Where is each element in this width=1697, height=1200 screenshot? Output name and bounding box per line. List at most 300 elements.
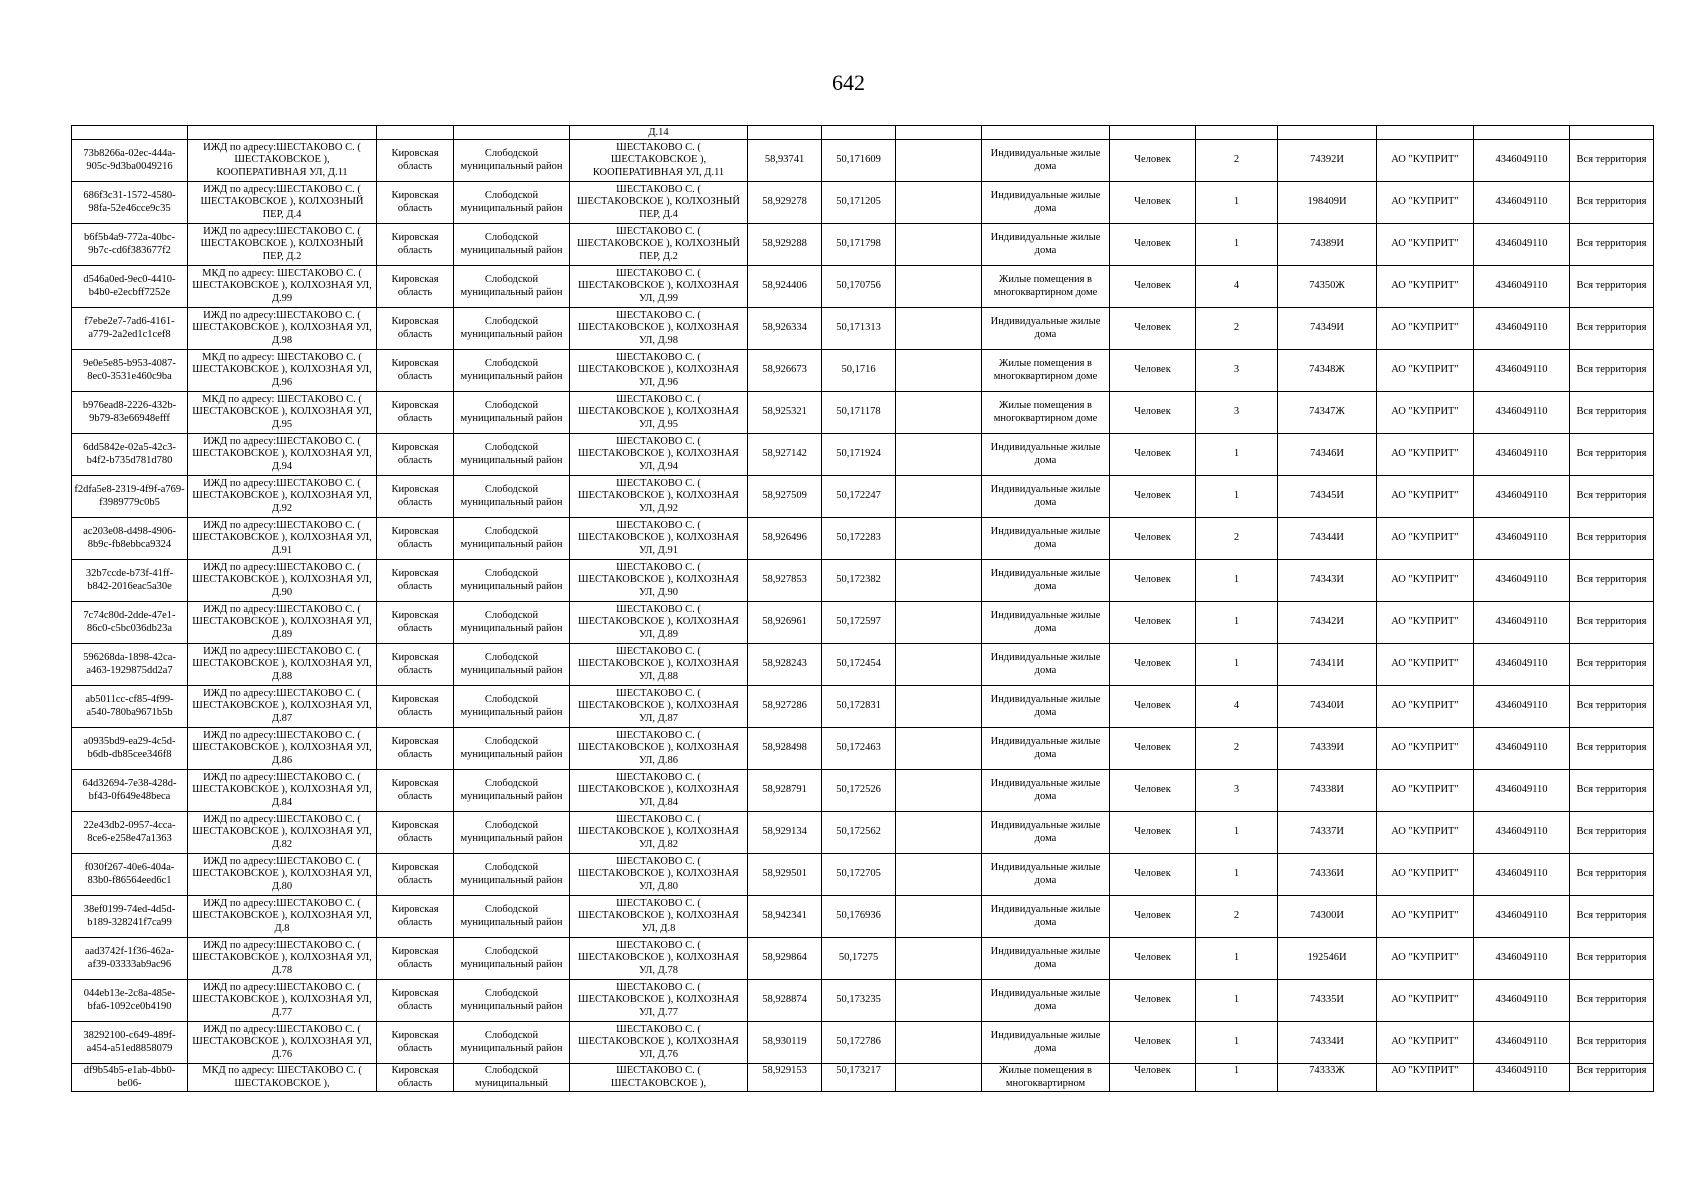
account-cell: 192546И [1278,938,1377,980]
object-name-cell: ИЖД по адресу:ШЕСТАКОВО С. ( ШЕСТАКОВСКОЕ ), КОЛХОЗНЫЙ ПЕР, Д.2 [188,224,377,266]
object-name-cell: МКД по адресу: ШЕСТАКОВО С. ( ШЕСТАКОВСКОЕ ), КОЛХОЗНАЯ УЛ, Д.95 [188,392,377,434]
account-cell: 74389И [1278,224,1377,266]
table-row-partial [72,1064,1654,1092]
count-cell: 4 [1196,266,1278,308]
territory-cell: Вся территория [1570,224,1654,266]
account-cell: 74334И [1278,1022,1377,1064]
latitude-cell: 58,925321 [748,392,822,434]
empty-cell [896,350,982,392]
longitude-cell: 50,1716 [822,350,896,392]
account-cell: 74335И [1278,980,1377,1022]
inn-cell: 4346049110 [1474,728,1570,770]
object-name-cell [188,126,377,140]
address-cell: ШЕСТАКОВО С. ( ШЕСТАКОВСКОЕ ), КОЛХОЗНАЯ УЛ, Д.82 [570,812,748,854]
unit-cell: Человек [1110,896,1196,938]
empty-cell [896,896,982,938]
inn-cell: 4346049110 [1474,518,1570,560]
object-name-cell: ИЖД по адресу:ШЕСТАКОВО С. ( ШЕСТАКОВСКОЕ ), КОЛХОЗНАЯ УЛ, Д.8 [188,896,377,938]
uuid-cell: f2dfa5e8-2319-4f9f-a769-f3989779c0b5 [72,476,188,518]
count-cell: 1 [1196,1022,1278,1064]
object-name-cell: ИЖД по адресу:ШЕСТАКОВО С. ( ШЕСТАКОВСКОЕ ), КОЛХОЗНАЯ УЛ, Д.88 [188,644,377,686]
account-cell: 74340И [1278,686,1377,728]
account-cell: 74333Ж [1278,1064,1377,1092]
empty-cell [896,854,982,896]
object-name-cell: ИЖД по адресу:ШЕСТАКОВО С. ( ШЕСТАКОВСКОЕ ), КОЛХОЗНАЯ УЛ, Д.94 [188,434,377,476]
region-cell: Кировская область [377,854,454,896]
territory-cell: Вся территория [1570,938,1654,980]
object-type-cell: Индивидуальные жилые дома [982,560,1110,602]
empty-cell [896,980,982,1022]
company-cell: АО "КУПРИТ" [1377,938,1474,980]
inn-cell: 4346049110 [1474,1022,1570,1064]
longitude-cell: 50,172247 [822,476,896,518]
company-cell: АО "КУПРИТ" [1377,392,1474,434]
territory-cell: Вся территория [1570,770,1654,812]
latitude-cell: 58,927286 [748,686,822,728]
latitude-cell: 58,929134 [748,812,822,854]
account-cell: 74343И [1278,560,1377,602]
region-cell: Кировская область [377,476,454,518]
region-cell: Кировская область [377,392,454,434]
region-cell: Кировская область [377,938,454,980]
count-cell: 2 [1196,518,1278,560]
region-cell: Кировская область [377,434,454,476]
account-cell: 74392И [1278,140,1377,182]
address-cell: ШЕСТАКОВО С. ( ШЕСТАКОВСКОЕ ), КОЛХОЗНЫЙ ПЕР, Д.4 [570,182,748,224]
count-cell: 1 [1196,560,1278,602]
region-cell: Кировская область [377,980,454,1022]
inn-cell: 4346049110 [1474,1064,1570,1092]
inn-cell [1474,126,1570,140]
empty-cell [896,560,982,602]
inn-cell: 4346049110 [1474,476,1570,518]
territory-cell: Вся территория [1570,728,1654,770]
territory-cell: Вся территория [1570,350,1654,392]
unit-cell: Человек [1110,140,1196,182]
district-cell: Слободской муниципальный район [454,224,570,266]
empty-cell [896,126,982,140]
address-cell: ШЕСТАКОВО С. ( ШЕСТАКОВСКОЕ ), КОЛХОЗНАЯ УЛ, Д.99 [570,266,748,308]
object-name-cell: ИЖД по адресу:ШЕСТАКОВО С. ( ШЕСТАКОВСКОЕ ), КОЛХОЗНАЯ УЛ, Д.98 [188,308,377,350]
longitude-cell: 50,172454 [822,644,896,686]
company-cell: АО "КУПРИТ" [1377,728,1474,770]
object-type-cell: Индивидуальные жилые дома [982,644,1110,686]
longitude-cell: 50,172562 [822,812,896,854]
object-name-cell: МКД по адресу: ШЕСТАКОВО С. ( ШЕСТАКОВСКОЕ ), КОЛХОЗНАЯ УЛ, Д.96 [188,350,377,392]
region-cell: Кировская область [377,140,454,182]
inn-cell: 4346049110 [1474,686,1570,728]
table-row [72,728,1654,770]
district-cell: Слободской муниципальный район [454,392,570,434]
latitude-cell: 58,929864 [748,938,822,980]
address-cell: ШЕСТАКОВО С. ( ШЕСТАКОВСКОЕ ), КОЛХОЗНАЯ УЛ, Д.87 [570,686,748,728]
district-cell: Слободской муниципальный район [454,980,570,1022]
object-type-cell: Индивидуальные жилые дома [982,1022,1110,1064]
latitude-cell: 58,926334 [748,308,822,350]
territory-cell: Вся территория [1570,686,1654,728]
empty-cell [896,728,982,770]
table-row [72,224,1654,266]
company-cell: АО "КУПРИТ" [1377,434,1474,476]
table-row [72,938,1654,980]
registry-table [71,125,1654,1092]
longitude-cell: 50,172382 [822,560,896,602]
region-cell: Кировская область [377,308,454,350]
region-cell: Кировская область [377,560,454,602]
account-cell: 74341И [1278,644,1377,686]
account-cell: 74336И [1278,854,1377,896]
region-cell: Кировская область [377,602,454,644]
table-row [72,140,1654,182]
district-cell: Слободской муниципальный район [454,266,570,308]
territory-cell: Вся территория [1570,182,1654,224]
address-cell: ШЕСТАКОВО С. ( ШЕСТАКОВСКОЕ ), КОЛХОЗНАЯ УЛ, Д.91 [570,518,748,560]
inn-cell: 4346049110 [1474,434,1570,476]
empty-cell [896,770,982,812]
territory-cell: Вся территория [1570,1064,1654,1092]
inn-cell: 4346049110 [1474,560,1570,602]
page-number: 642 [832,70,865,95]
inn-cell: 4346049110 [1474,938,1570,980]
district-cell: Слободской муниципальный район [454,644,570,686]
address-cell: ШЕСТАКОВО С. ( ШЕСТАКОВСКОЕ ), КОЛХОЗНАЯ УЛ, Д.8 [570,896,748,938]
count-cell: 1 [1196,980,1278,1022]
table-row [72,896,1654,938]
unit-cell: Человек [1110,182,1196,224]
unit-cell: Человек [1110,560,1196,602]
region-cell: Кировская область [377,1064,454,1092]
territory-cell: Вся территория [1570,644,1654,686]
company-cell: АО "КУПРИТ" [1377,308,1474,350]
unit-cell: Человек [1110,350,1196,392]
longitude-cell [822,126,896,140]
company-cell: АО "КУПРИТ" [1377,644,1474,686]
uuid-cell: 73b8266a-02ec-444a-905c-9d3ba0049216 [72,140,188,182]
latitude-cell [748,126,822,140]
district-cell [454,126,570,140]
inn-cell: 4346049110 [1474,770,1570,812]
object-name-cell: ИЖД по адресу:ШЕСТАКОВО С. ( ШЕСТАКОВСКОЕ ), КОЛХОЗНАЯ УЛ, Д.92 [188,476,377,518]
uuid-cell: 38292100-c649-489f-a454-a51ed8858079 [72,1022,188,1064]
unit-cell: Человек [1110,686,1196,728]
uuid-cell: ab5011cc-cf85-4f99-a540-780ba9671b5b [72,686,188,728]
latitude-cell: 58,929288 [748,224,822,266]
company-cell: АО "КУПРИТ" [1377,854,1474,896]
company-cell: АО "КУПРИТ" [1377,560,1474,602]
longitude-cell: 50,171178 [822,392,896,434]
inn-cell: 4346049110 [1474,224,1570,266]
longitude-cell: 50,171205 [822,182,896,224]
company-cell: АО "КУПРИТ" [1377,518,1474,560]
object-type-cell: Индивидуальные жилые дома [982,770,1110,812]
object-type-cell: Индивидуальные жилые дома [982,602,1110,644]
account-cell [1278,126,1377,140]
empty-cell [896,686,982,728]
empty-cell [896,182,982,224]
count-cell: 3 [1196,350,1278,392]
uuid-cell: f7ebe2e7-7ad6-4161-a779-2a2ed1c1cef8 [72,308,188,350]
account-cell: 74337И [1278,812,1377,854]
company-cell: АО "КУПРИТ" [1377,812,1474,854]
object-type-cell: Индивидуальные жилые дома [982,518,1110,560]
longitude-cell: 50,173217 [822,1064,896,1092]
inn-cell: 4346049110 [1474,980,1570,1022]
table-row [72,518,1654,560]
latitude-cell: 58,929278 [748,182,822,224]
object-type-cell: Жилые помещения в многоквартирном [982,1064,1110,1092]
address-cell: ШЕСТАКОВО С. ( ШЕСТАКОВСКОЕ ), КОЛХОЗНЫЙ ПЕР, Д.2 [570,224,748,266]
object-name-cell: ИЖД по адресу:ШЕСТАКОВО С. ( ШЕСТАКОВСКОЕ ), КОЛХОЗНАЯ УЛ, Д.82 [188,812,377,854]
count-cell: 1 [1196,476,1278,518]
address-cell: ШЕСТАКОВО С. ( ШЕСТАКОВСКОЕ ), КОЛХОЗНАЯ УЛ, Д.77 [570,980,748,1022]
longitude-cell: 50,171609 [822,140,896,182]
territory-cell: Вся территория [1570,266,1654,308]
account-cell: 74342И [1278,602,1377,644]
longitude-cell: 50,172526 [822,770,896,812]
district-cell: Слободской муниципальный район [454,728,570,770]
address-cell: ШЕСТАКОВО С. ( ШЕСТАКОВСКОЕ ), КОЛХОЗНАЯ УЛ, Д.84 [570,770,748,812]
unit-cell: Человек [1110,392,1196,434]
object-name-cell: ИЖД по адресу:ШЕСТАКОВО С. ( ШЕСТАКОВСКОЕ ), КОЛХОЗНАЯ УЛ, Д.80 [188,854,377,896]
latitude-cell: 58,928498 [748,728,822,770]
uuid-cell: 6dd5842e-02a5-42c3-b4f2-b735d781d780 [72,434,188,476]
region-cell: Кировская область [377,728,454,770]
latitude-cell: 58,942341 [748,896,822,938]
company-cell: АО "КУПРИТ" [1377,476,1474,518]
territory-cell [1570,126,1654,140]
uuid-cell: a0935bd9-ea29-4c5d-b6db-db85cee346f8 [72,728,188,770]
unit-cell: Человек [1110,308,1196,350]
latitude-cell: 58,926673 [748,350,822,392]
district-cell: Слободской муниципальный район [454,476,570,518]
object-name-cell: МКД по адресу: ШЕСТАКОВО С. ( ШЕСТАКОВСКОЕ ), КОЛХОЗНАЯ УЛ, Д.99 [188,266,377,308]
district-cell: Слободской муниципальный район [454,854,570,896]
object-name-cell: ИЖД по адресу:ШЕСТАКОВО С. ( ШЕСТАКОВСКОЕ ), КОЛХОЗНАЯ УЛ, Д.78 [188,938,377,980]
object-type-cell: Индивидуальные жилые дома [982,224,1110,266]
account-cell: 74348Ж [1278,350,1377,392]
longitude-cell: 50,172831 [822,686,896,728]
company-cell: АО "КУПРИТ" [1377,266,1474,308]
account-cell: 74349И [1278,308,1377,350]
count-cell: 1 [1196,1064,1278,1092]
territory-cell: Вся территория [1570,602,1654,644]
longitude-cell: 50,172786 [822,1022,896,1064]
account-cell: 74350Ж [1278,266,1377,308]
district-cell: Слободской муниципальный район [454,560,570,602]
count-cell: 1 [1196,224,1278,266]
territory-cell: Вся территория [1570,392,1654,434]
count-cell: 1 [1196,938,1278,980]
object-type-cell: Индивидуальные жилые дома [982,812,1110,854]
count-cell: 2 [1196,896,1278,938]
count-cell [1196,126,1278,140]
object-type-cell: Индивидуальные жилые дома [982,854,1110,896]
address-cell: ШЕСТАКОВО С. ( ШЕСТАКОВСКОЕ ), КОЛХОЗНАЯ УЛ, Д.92 [570,476,748,518]
territory-cell: Вся территория [1570,518,1654,560]
region-cell: Кировская область [377,770,454,812]
region-cell: Кировская область [377,896,454,938]
latitude-cell: 58,927509 [748,476,822,518]
region-cell [377,126,454,140]
latitude-cell: 58,929501 [748,854,822,896]
table-row [72,854,1654,896]
address-cell: ШЕСТАКОВО С. ( ШЕСТАКОВСКОЕ ), КОЛХОЗНАЯ УЛ, Д.86 [570,728,748,770]
region-cell: Кировская область [377,686,454,728]
territory-cell: Вся территория [1570,1022,1654,1064]
latitude-cell: 58,928243 [748,644,822,686]
unit-cell: Человек [1110,476,1196,518]
unit-cell [1110,126,1196,140]
inn-cell: 4346049110 [1474,308,1570,350]
table-row [72,434,1654,476]
inn-cell: 4346049110 [1474,266,1570,308]
object-name-cell: ИЖД по адресу:ШЕСТАКОВО С. ( ШЕСТАКОВСКОЕ ), КОЛХОЗНАЯ УЛ, Д.87 [188,686,377,728]
unit-cell: Человек [1110,434,1196,476]
company-cell: АО "КУПРИТ" [1377,140,1474,182]
longitude-cell: 50,17275 [822,938,896,980]
inn-cell: 4346049110 [1474,392,1570,434]
longitude-cell: 50,171798 [822,224,896,266]
uuid-cell: b976ead8-2226-432b-9b79-83e66948efff [72,392,188,434]
latitude-cell: 58,928874 [748,980,822,1022]
unit-cell: Человек [1110,770,1196,812]
district-cell: Слободской муниципальный район [454,812,570,854]
company-cell: АО "КУПРИТ" [1377,350,1474,392]
count-cell: 2 [1196,308,1278,350]
district-cell: Слободской муниципальный район [454,770,570,812]
uuid-cell: d546a0ed-9ec0-4410-b4b0-e2ecbff7252e [72,266,188,308]
uuid-cell: 596268da-1898-42ca-a463-1929875dd2a7 [72,644,188,686]
territory-cell: Вся территория [1570,560,1654,602]
longitude-cell: 50,173235 [822,980,896,1022]
object-type-cell: Индивидуальные жилые дома [982,980,1110,1022]
table-row [72,266,1654,308]
longitude-cell: 50,172597 [822,602,896,644]
company-cell: АО "КУПРИТ" [1377,602,1474,644]
latitude-cell: 58,926496 [748,518,822,560]
latitude-cell: 58,924406 [748,266,822,308]
latitude-cell: 58,927142 [748,434,822,476]
uuid-cell: 7c74c80d-2dde-47e1-86c0-c5bc036db23a [72,602,188,644]
count-cell: 4 [1196,686,1278,728]
count-cell: 3 [1196,392,1278,434]
empty-cell [896,518,982,560]
table-row [72,602,1654,644]
unit-cell: Человек [1110,728,1196,770]
unit-cell: Человек [1110,854,1196,896]
latitude-cell: 58,926961 [748,602,822,644]
table-row [72,644,1654,686]
table-row [72,560,1654,602]
uuid-cell: 64d32694-7e38-428d-bf43-0f649e48beca [72,770,188,812]
address-cell: ШЕСТАКОВО С. ( ШЕСТАКОВСКОЕ ), [570,1064,748,1092]
object-type-cell: Жилые помещения в многоквартирном доме [982,350,1110,392]
inn-cell: 4346049110 [1474,140,1570,182]
district-cell: Слободской муниципальный район [454,938,570,980]
account-cell: 74346И [1278,434,1377,476]
company-cell: АО "КУПРИТ" [1377,1064,1474,1092]
table-row [72,770,1654,812]
object-type-cell: Индивидуальные жилые дома [982,686,1110,728]
address-cell: ШЕСТАКОВО С. ( ШЕСТАКОВСКОЕ ), КОЛХОЗНАЯ УЛ, Д.80 [570,854,748,896]
company-cell: АО "КУПРИТ" [1377,182,1474,224]
count-cell: 3 [1196,770,1278,812]
company-cell: АО "КУПРИТ" [1377,896,1474,938]
address-cell: ШЕСТАКОВО С. ( ШЕСТАКОВСКОЕ ), КОЛХОЗНАЯ УЛ, Д.96 [570,350,748,392]
count-cell: 1 [1196,854,1278,896]
region-cell: Кировская область [377,644,454,686]
unit-cell: Человек [1110,1064,1196,1092]
unit-cell: Человек [1110,812,1196,854]
empty-cell [896,224,982,266]
longitude-cell: 50,176936 [822,896,896,938]
inn-cell: 4346049110 [1474,602,1570,644]
unit-cell: Человек [1110,266,1196,308]
empty-cell [896,392,982,434]
empty-cell [896,812,982,854]
latitude-cell: 58,93741 [748,140,822,182]
company-cell: АО "КУПРИТ" [1377,980,1474,1022]
uuid-cell: b6f5b4a9-772a-40bc-9b7c-cd6f383677f2 [72,224,188,266]
uuid-cell: ac203e08-d498-4906-8b9c-fb8ebbca9324 [72,518,188,560]
object-name-cell: ИЖД по адресу:ШЕСТАКОВО С. ( ШЕСТАКОВСКОЕ ), КОЛХОЗНАЯ УЛ, Д.77 [188,980,377,1022]
object-type-cell: Индивидуальные жилые дома [982,308,1110,350]
territory-cell: Вся территория [1570,476,1654,518]
district-cell: Слободской муниципальный район [454,140,570,182]
count-cell: 1 [1196,602,1278,644]
object-name-cell: ИЖД по адресу:ШЕСТАКОВО С. ( ШЕСТАКОВСКОЕ ), КОЛХОЗНАЯ УЛ, Д.91 [188,518,377,560]
table-row [72,980,1654,1022]
empty-cell [896,140,982,182]
company-cell: АО "КУПРИТ" [1377,1022,1474,1064]
address-cell: ШЕСТАКОВО С. ( ШЕСТАКОВСКОЕ ), КОЛХОЗНАЯ УЛ, Д.98 [570,308,748,350]
object-type-cell: Индивидуальные жилые дома [982,476,1110,518]
unit-cell: Человек [1110,644,1196,686]
object-type-cell: Индивидуальные жилые дома [982,434,1110,476]
territory-cell: Вся территория [1570,896,1654,938]
longitude-cell: 50,171924 [822,434,896,476]
address-cell: ШЕСТАКОВО С. ( ШЕСТАКОВСКОЕ ), КОЛХОЗНАЯ УЛ, Д.90 [570,560,748,602]
district-cell: Слободской муниципальный район [454,896,570,938]
empty-cell [896,476,982,518]
object-type-cell: Жилые помещения в многоквартирном доме [982,266,1110,308]
account-cell: 74339И [1278,728,1377,770]
empty-cell [896,266,982,308]
district-cell: Слободской муниципальный район [454,434,570,476]
latitude-cell: 58,930119 [748,1022,822,1064]
uuid-cell [72,126,188,140]
address-cell: ШЕСТАКОВО С. ( ШЕСТАКОВСКОЕ ), КОЛХОЗНАЯ УЛ, Д.88 [570,644,748,686]
latitude-cell: 58,928791 [748,770,822,812]
inn-cell: 4346049110 [1474,644,1570,686]
company-cell [1377,126,1474,140]
empty-cell [896,1022,982,1064]
count-cell: 1 [1196,812,1278,854]
inn-cell: 4346049110 [1474,812,1570,854]
object-type-cell [982,126,1110,140]
district-cell: Слободской муниципальный район [454,1022,570,1064]
company-cell: АО "КУПРИТ" [1377,686,1474,728]
unit-cell: Человек [1110,224,1196,266]
company-cell: АО "КУПРИТ" [1377,224,1474,266]
table-row [72,686,1654,728]
account-cell: 74300И [1278,896,1377,938]
address-cell: Д.14 [570,126,748,140]
account-cell: 74347Ж [1278,392,1377,434]
region-cell: Кировская область [377,266,454,308]
object-name-cell: ИЖД по адресу:ШЕСТАКОВО С. ( ШЕСТАКОВСКОЕ ), КОЛХОЗНАЯ УЛ, Д.84 [188,770,377,812]
object-type-cell: Индивидуальные жилые дома [982,938,1110,980]
